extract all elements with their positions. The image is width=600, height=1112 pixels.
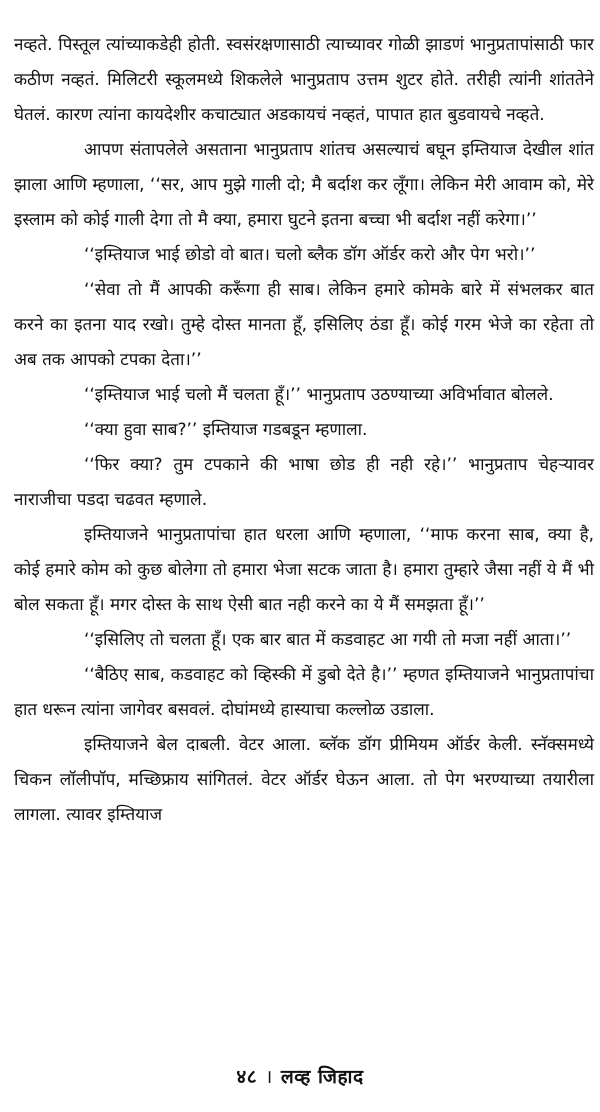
paragraph-4: ‘‘सेवा तो मैं आपकी करूँगा ही साब। लेकिन हमारे कोमके बारे में संभलकर बात करने का इतना याद रखो। तुम्हे दोस्त मानता हूँ, इसिलिए ठंडा हूँ। कोई गरम भेजे का रहेता तो अब तक आपको टपका देता।’’ [14,280,594,370]
paragraph-8: इम्तियाजने भानुप्रतापांचा हात धरला आणि म्हणाला, ‘‘माफ करना साब, क्या है, कोई हमारे कोम को कुछ बोलेगा तो हमारा भेजा सटक जाता है। हमारा तुम्हारे जैसा नहीं ये मैं भी बोल सकता हूँ। मगर दोस्त के साथ ऐसी बात नही करने का ये मैं समझता हूँ।’’ [14,525,594,615]
paragraph-1: नव्हते. पिस्तूल त्यांच्याकडेही होती. स्वसंरक्षणासाठी त्याच्यावर गोळी झाडणं भानुप्रतापांसाठी फार कठीण नव्हतं. मिलिटरी स्कूलमध्ये शिकलेले भानुप्रताप उत्तम शुटर होते. तरीही त्यांनी शांततेने घेतलं. कारण त्यांना कायदेशीर कचाट्यात अडकायचं नव्हतं, पापात हात बुडवायचे नव्हते. [14,35,594,125]
paragraph-2: आपण संतापलेले असताना भानुप्रताप शांतच असल्याचं बघून इम्तियाज देखील शांत झाला आणि म्हणाला, ‘‘सर, आप मुझे गाली दो; मै बर्दाश कर लूँगा। लेकिन मेरी आवाम को, मेरे इस्लाम को कोई गाली देगा तो मै क्या, हमारा घुटने इतना बच्चा भी बर्दाश नहीं करेगा।’’ [14,140,594,230]
page-footer [0,1063,600,1089]
book-title: लव्ह जिहाद [280,1066,364,1088]
paragraph-6: ‘‘क्या हुवा साब?’’ इम्तियाज गडबडून म्हणाला. [84,420,368,440]
paragraph-7: ‘‘फिर क्या? तुम टपकाने की भाषा छोड ही नही रहे।’’ भानुप्रताप चेहऱ्यावर नाराजीचा पडदा चढवत म्हणाले. [14,455,594,510]
paragraph-9: ‘‘इसिलिए तो चलता हूँ। एक बार बात में कडवाहट आ गयी तो मजा नहीं आता।’’ [84,630,572,650]
book-page [14,0,594,1112]
paragraph-10: ‘‘बैठिए साब, कडवाहट को व्हिस्की में डुबो देते है।’’ म्हणत इम्तियाजने भानुप्रतापांचा हात धरून त्यांना जागेवर बसवलं. दोघांमध्ये हास्याचा कल्लोळ उडाला. [14,665,594,720]
footer-separator: । [265,1066,273,1088]
page-number: ४८ [236,1066,258,1088]
paragraph-11: इम्तियाजने बेल दाबली. वेटर आला. ब्लॅक डॉग प्रीमियम ऑर्डर केली. स्नॅक्समध्ये चिकन लॉलीपॉप, मच्छिफ्राय सांगितलं. वेटर ऑर्डर घेऊन आला. तो पेग भरण्याच्या तयारीला लागला. त्यावर इम्तियाज [14,735,594,825]
paragraph-5: ‘‘इम्तियाज भाई चलो मैं चलता हूँ।’’ भानुप्रताप उठण्याच्या अविर्भावात बोलले. [84,385,554,405]
paragraph-3: ‘‘इम्तियाज भाई छोडो वो बात। चलो ब्लैक डॉग ऑर्डर करो और पेग भरो।’’ [84,245,536,265]
